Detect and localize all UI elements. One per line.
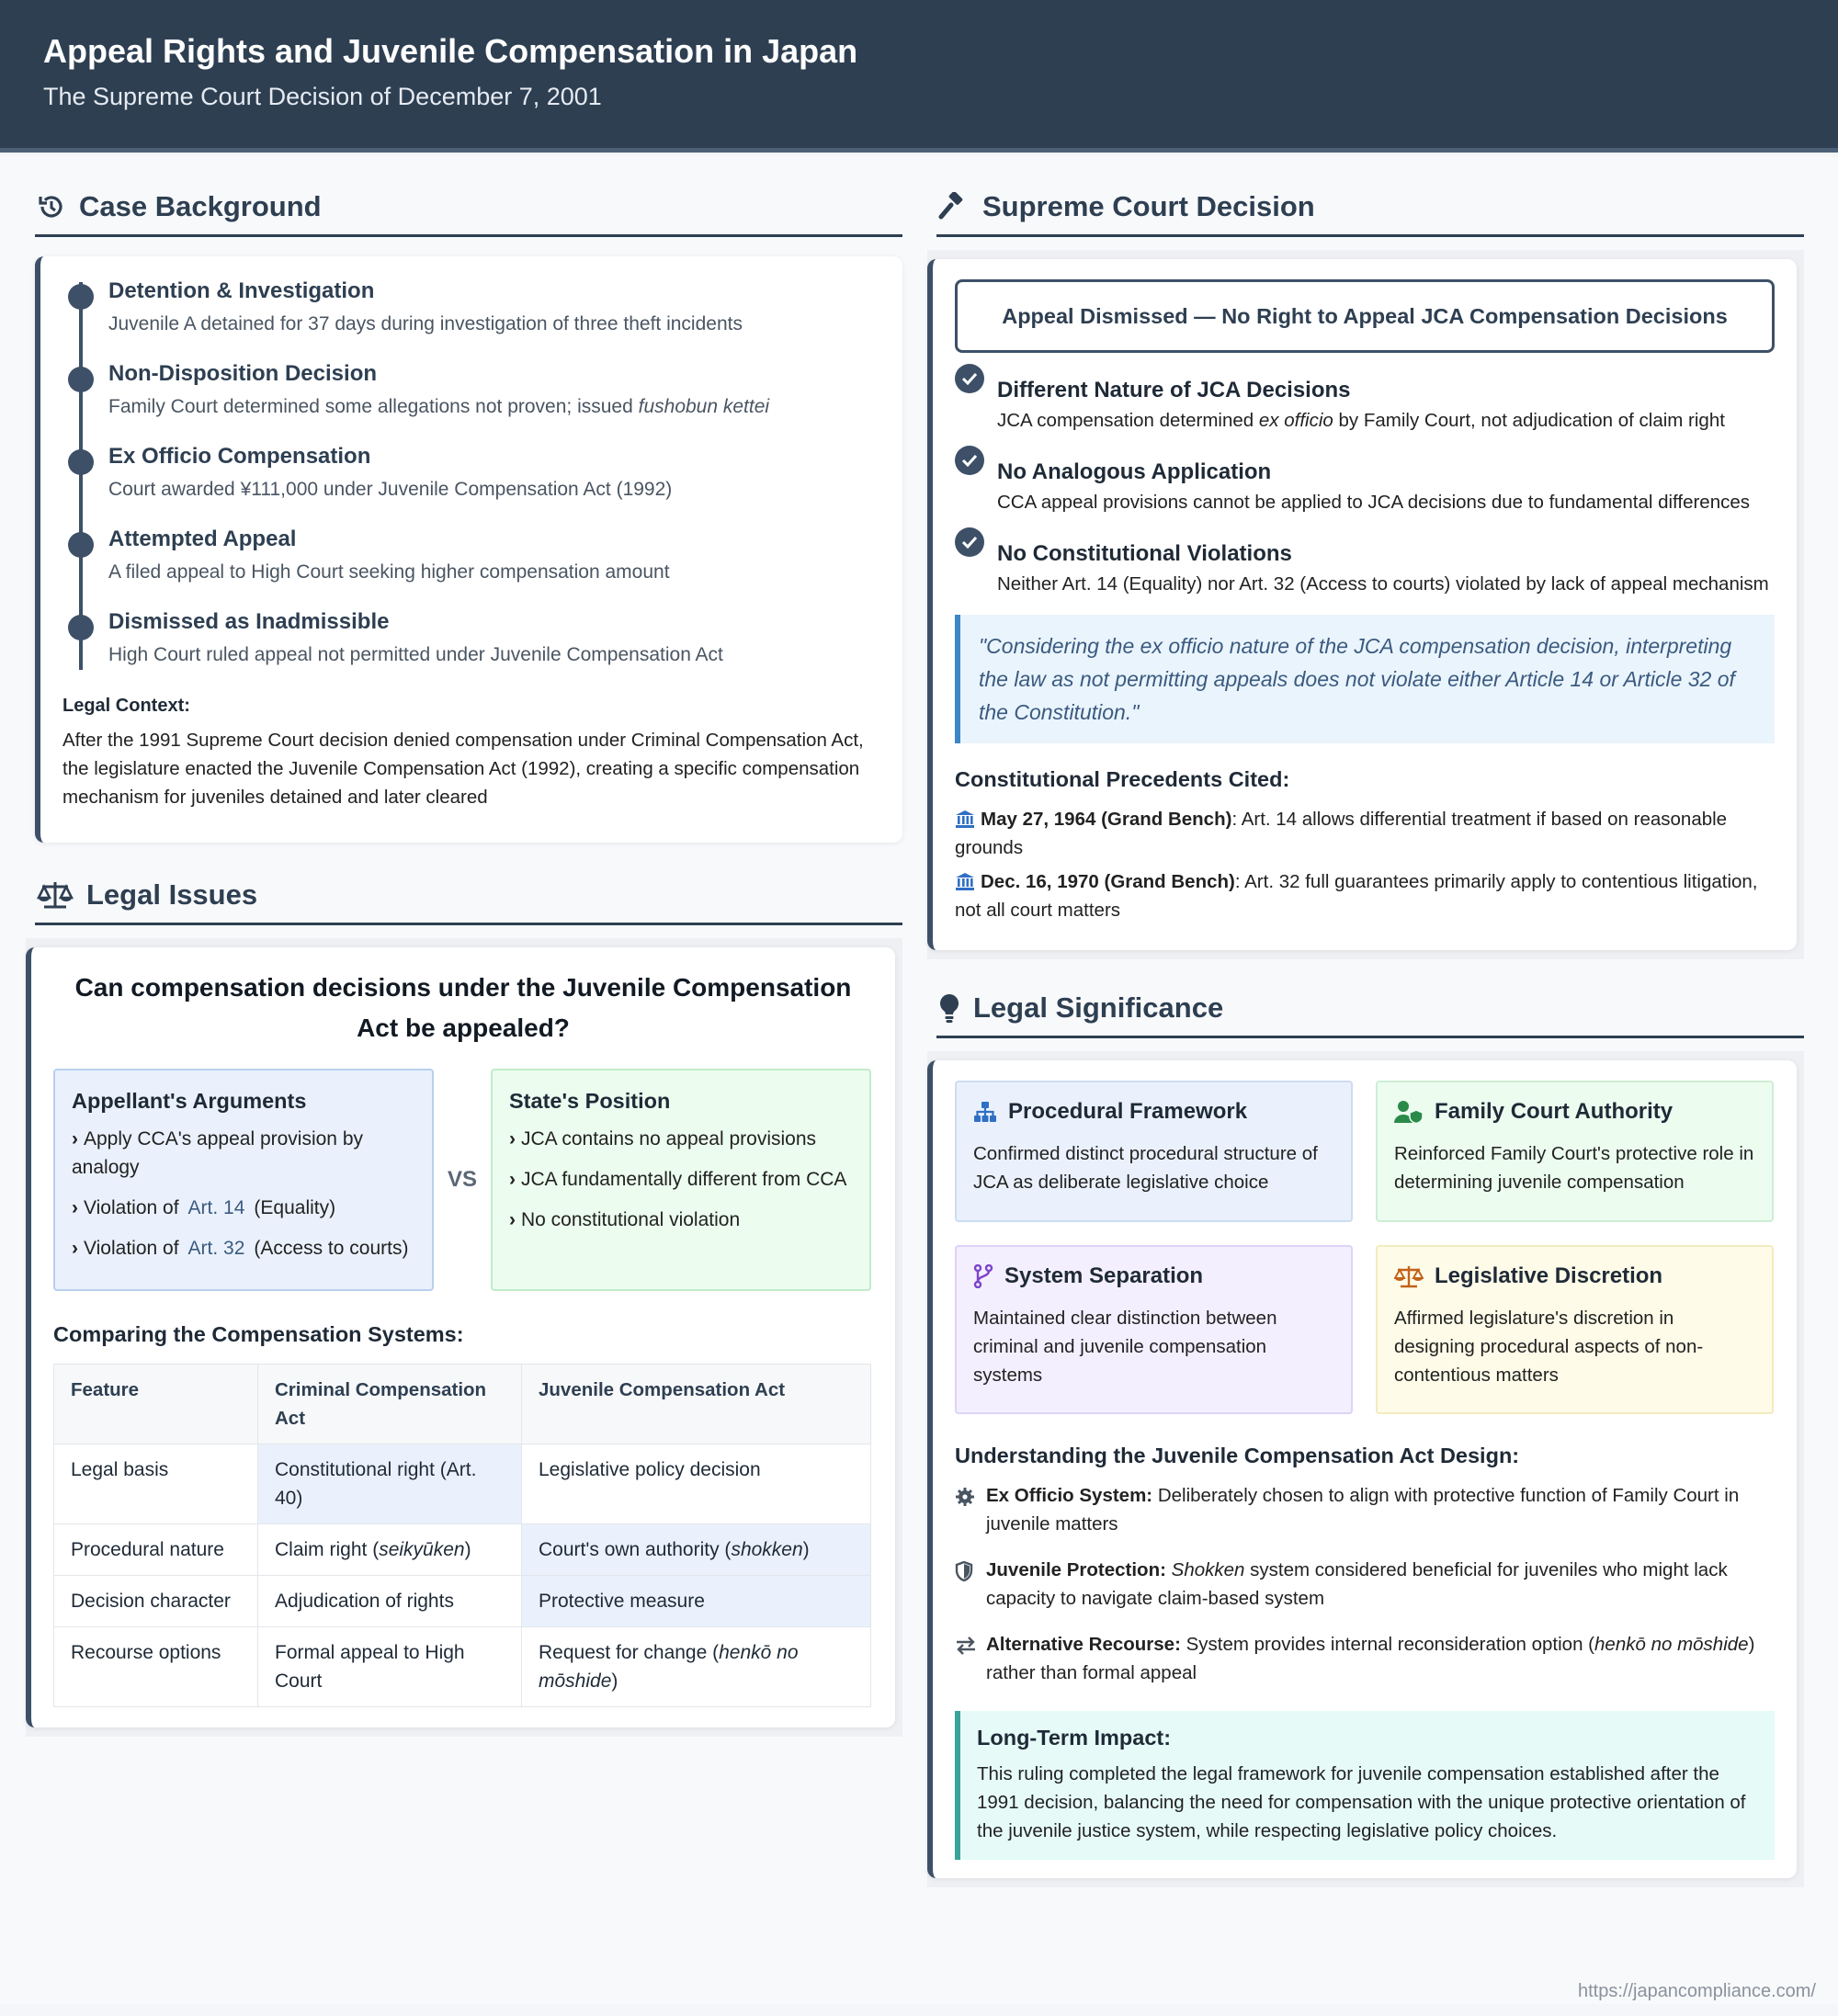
table-header: Feature (54, 1365, 258, 1444)
tile-title: Legislative Discretion (1435, 1263, 1663, 1288)
legal-context-text: After the 1991 Supreme Court decision denied compensation under Criminal Compensation Act, the legislature enacted the Juvenile Compensation Act (1992), creating a specific compensation mechanism for juveniles detained and later cleared (62, 730, 864, 808)
understanding-title: Understanding the Juvenile Compensation Act Design: (955, 1444, 1520, 1467)
table-cell: Recourse options (54, 1627, 258, 1707)
list-item (72, 1125, 415, 1182)
page-title: Appeal Rights and Juvenile Compensation in Japan (43, 32, 858, 70)
list-item (509, 1206, 853, 1234)
timeline-item-title: Ex Officio Compensation (108, 444, 371, 469)
table-row (54, 1524, 871, 1576)
holding-title: No Constitutional Violations (997, 541, 1292, 566)
timeline (40, 256, 902, 690)
timeline-desc-term: fushobun kettei (638, 396, 770, 417)
timeline-item (77, 359, 902, 442)
legal-issues-wrapper (26, 938, 902, 1737)
check-circle-icon (955, 364, 984, 393)
timeline-dot (68, 532, 94, 558)
understanding-text: ) rather than formal appeal (986, 1634, 1755, 1683)
timeline-item-desc: High Court ruled appeal not permitted under Juvenile Compensation Act (108, 644, 723, 665)
tile-text: Affirmed legislature's discretion in designing procedural aspects of non-contentious matters (1394, 1308, 1704, 1386)
comparison-title: Comparing the Compensation Systems: (53, 1322, 464, 1346)
state-position-box (491, 1069, 871, 1291)
appellant-arguments-list (72, 1125, 415, 1263)
significance-wrapper (927, 1051, 1804, 1887)
significance-card (927, 1060, 1797, 1878)
timeline-dot (68, 615, 94, 640)
check-circle-icon (955, 446, 984, 475)
source-url: https://japancompliance.com/ (1577, 1981, 1816, 2001)
timeline-item-title: Dismissed as Inadmissible (108, 609, 390, 634)
page-body (0, 157, 1838, 2004)
timeline-item (77, 607, 902, 690)
holding-title: Different Nature of JCA Decisions (997, 378, 1351, 402)
position-text: JCA contains no appeal provisions (521, 1128, 817, 1150)
appellant-arguments-box (53, 1069, 434, 1291)
precedent-text: : Art. 32 full guarantees primarily apply to contentious litigation, not all court matters (955, 871, 1758, 921)
table-row (54, 1576, 871, 1627)
cell-term: seikyūken (379, 1539, 465, 1560)
cell-text: ) (802, 1539, 810, 1560)
history-icon (37, 192, 66, 221)
precedent-item (955, 867, 1775, 924)
tile-text: Maintained clear distinction between criminal and juvenile compensation systems (973, 1308, 1277, 1386)
significance-tile-system-separation (955, 1245, 1353, 1414)
impact-title: Long-Term Impact: (977, 1726, 1172, 1750)
table-cell: Protective measure (522, 1576, 871, 1627)
appellant-arguments-title: Appellant's Arguments (72, 1089, 307, 1113)
legal-issues-heading (35, 866, 902, 925)
tile-title: Procedural Framework (1008, 1099, 1248, 1124)
holding-text: Neither Art. 14 (Equality) nor Art. 32 (Access to courts) violated by lack of appeal mechanism (997, 573, 1769, 595)
table-header: Juvenile Compensation Act (522, 1365, 871, 1444)
holding-item (955, 446, 1775, 516)
tile-title: System Separation (1004, 1263, 1204, 1288)
gavel-icon (938, 192, 970, 221)
lightbulb-icon (938, 992, 960, 1024)
timeline-item (77, 525, 902, 607)
chevron-right-icon: › (509, 1169, 516, 1190)
argument-text: Violation of (84, 1197, 179, 1218)
article-reference: Art. 32 (187, 1238, 245, 1259)
cell-text: ) (611, 1671, 618, 1692)
balance-scale-icon (37, 879, 74, 911)
legal-significance-heading (936, 980, 1804, 1038)
central-question: Can compensation decisions under the Juvenile Compensation Act be appealed? (74, 973, 852, 1042)
shield-icon (955, 1561, 973, 1581)
versus-label: VS (447, 1167, 477, 1192)
case-background-heading (35, 178, 902, 237)
code-branch-icon (973, 1264, 993, 1288)
argument-text: Apply CCA's appeal provision by analogy (72, 1128, 363, 1178)
cell-term: henkō no mōshide (539, 1642, 799, 1692)
legal-context (40, 690, 902, 832)
timeline-item (77, 442, 902, 525)
table-cell: Formal appeal to High Court (258, 1627, 522, 1707)
holding-text: CCA appeal provisions cannot be applied to JCA decisions due to fundamental differences (997, 492, 1751, 513)
holding-text-part: JCA compensation determined (997, 410, 1259, 431)
long-term-impact (955, 1711, 1775, 1860)
holding-title: No Analogous Application (997, 459, 1272, 484)
understanding-text: System provides internal reconsideration option ( (1180, 1634, 1595, 1655)
table-cell: Adjudication of rights (258, 1576, 522, 1627)
understanding-text: system considered beneficial for juveniles who might lack capacity to navigate claim-based system (986, 1559, 1728, 1609)
chevron-right-icon: › (72, 1238, 78, 1259)
understanding-label: Alternative Recourse: (986, 1634, 1181, 1655)
significance-grid (955, 1081, 1775, 1414)
precedent-text: : Art. 14 allows differential treatment if based on reasonable grounds (955, 809, 1728, 858)
list-item (72, 1194, 415, 1222)
tile-text: Confirmed distinct procedural structure of JCA as deliberate legislative choice (973, 1143, 1318, 1193)
legal-issues-card (26, 947, 895, 1727)
significance-tile-legislative-discretion (1376, 1245, 1774, 1414)
article-reference: Art. 14 (187, 1197, 245, 1218)
case-background-card (35, 256, 902, 843)
chevron-right-icon: › (509, 1128, 516, 1150)
timeline-item-desc (108, 394, 902, 420)
list-item (509, 1165, 853, 1194)
table-header-row (54, 1365, 871, 1444)
exchange-icon (955, 1636, 977, 1656)
tile-heading (973, 1263, 1334, 1289)
sitemap-icon (973, 1101, 997, 1123)
chevron-right-icon: › (72, 1128, 78, 1150)
timeline-item-title: Detention & Investigation (108, 278, 375, 303)
precedent-date: Dec. 16, 1970 (Grand Bench) (981, 871, 1235, 892)
right-column (936, 157, 1804, 1887)
timeline-dot (68, 367, 94, 392)
gear-icon (955, 1487, 975, 1507)
impact-text: This ruling completed the legal framework for juvenile compensation established after the 1991 decision, balancing the need for compensation with the unique protective orientation of the juvenile justice system, while respecting legislative policy choices. (977, 1763, 1746, 1841)
argument-text: (Equality) (254, 1197, 336, 1218)
position-text: No constitutional violation (521, 1209, 741, 1230)
timeline-item-desc: Juvenile A detained for 37 days during investigation of three theft incidents (108, 313, 743, 334)
cell-text: Court's own authority ( (539, 1539, 732, 1560)
understanding-label: Juvenile Protection: (986, 1559, 1166, 1580)
cell-term: shokken (731, 1539, 803, 1560)
state-position-list (509, 1125, 853, 1234)
timeline-item-title: Non-Disposition Decision (108, 361, 378, 386)
cell-text: ) (464, 1539, 471, 1560)
balance-scale-icon (1394, 1264, 1424, 1288)
cell-text: Request for change ( (539, 1642, 720, 1663)
holding-text-part: by Family Court, not adjudication of claim right (1333, 410, 1725, 431)
tile-heading (973, 1099, 1334, 1125)
timeline-desc-text: Family Court determined some allegations not proven; issued (108, 396, 639, 417)
precedents-title: Constitutional Precedents Cited: (955, 767, 1290, 791)
list-item (509, 1125, 853, 1153)
understanding-text: Deliberately chosen to align with protective function of Family Court in juvenile matters (986, 1485, 1740, 1535)
page-subtitle: The Supreme Court Decision of December 7, 2001 (43, 83, 602, 110)
decision-card (927, 259, 1797, 950)
holding-item (955, 527, 1775, 598)
state-position-title: State's Position (509, 1089, 671, 1113)
comparison-table (53, 1364, 871, 1707)
cell-text: Claim right ( (275, 1539, 380, 1560)
timeline-item-desc: A filed appeal to High Court seeking higher compensation amount (108, 561, 670, 583)
holding-item (955, 364, 1775, 435)
argument-text: (Access to courts) (254, 1238, 409, 1259)
legal-context-title: Legal Context: (62, 696, 190, 716)
user-shield-icon (1394, 1100, 1424, 1124)
table-cell: Procedural nature (54, 1524, 258, 1576)
table-cell (258, 1524, 522, 1576)
holding-term: ex officio (1258, 410, 1333, 431)
left-column (35, 157, 902, 1737)
understanding-term: Shokken (1171, 1559, 1245, 1580)
table-cell (522, 1524, 871, 1576)
precedent-item (955, 805, 1775, 862)
timeline-dot (68, 284, 94, 310)
significance-tile-family-court-authority (1376, 1081, 1774, 1222)
understanding-label: Ex Officio System: (986, 1485, 1153, 1506)
supreme-court-decision-heading (936, 178, 1804, 237)
table-cell: Constitutional right (Art. 40) (258, 1444, 522, 1524)
verdict-banner: Appeal Dismissed — No Right to Appeal JCA Compensation Decisions (955, 279, 1775, 353)
decision-wrapper (927, 250, 1804, 959)
table-row (54, 1627, 871, 1707)
tile-title: Family Court Authority (1435, 1099, 1673, 1124)
tile-heading (1394, 1263, 1755, 1289)
table-header: Criminal Compensation Act (258, 1365, 522, 1444)
landmark-icon (955, 872, 975, 890)
understanding-item (955, 1556, 1775, 1613)
chevron-right-icon: › (72, 1197, 78, 1218)
tile-text: Reinforced Family Court's protective role in determining juvenile compensation (1394, 1143, 1754, 1193)
table-cell: Decision character (54, 1576, 258, 1627)
list-item (72, 1234, 415, 1263)
supreme-court-decision-title: Supreme Court Decision (982, 189, 1315, 222)
check-circle-icon (955, 527, 984, 557)
argument-text: Violation of (84, 1238, 179, 1259)
precedent-date: May 27, 1964 (Grand Bench) (981, 809, 1232, 830)
case-background-title: Case Background (79, 189, 322, 222)
table-row (54, 1444, 871, 1524)
chevron-right-icon: › (509, 1209, 516, 1230)
legal-issues-title: Legal Issues (86, 878, 258, 911)
timeline-item-desc: Court awarded ¥111,000 under Juvenile Compensation Act (1992) (108, 479, 673, 500)
understanding-term: henkō no mōshide (1594, 1634, 1749, 1655)
tile-heading (1394, 1099, 1755, 1125)
significance-tile-procedural-framework (955, 1081, 1353, 1222)
table-cell: Legislative policy decision (522, 1444, 871, 1524)
arguments-row (53, 1069, 873, 1291)
table-cell (522, 1627, 871, 1707)
understanding-item (955, 1481, 1775, 1538)
page-header (0, 0, 1838, 153)
position-text: JCA fundamentally different from CCA (521, 1169, 847, 1190)
landmark-icon (955, 810, 975, 828)
table-cell: Legal basis (54, 1444, 258, 1524)
holding-text (997, 406, 1775, 435)
timeline-dot (68, 449, 94, 475)
timeline-item-title: Attempted Appeal (108, 527, 297, 551)
court-quote: "Considering the ex officio nature of the JCA compensation decision, interpreting the law as not permitting appeals does not violate either Article 14 or Article 32 of the Constitution." (955, 615, 1775, 743)
timeline-item (77, 277, 902, 359)
legal-significance-title: Legal Significance (973, 991, 1224, 1024)
understanding-item (955, 1630, 1775, 1687)
